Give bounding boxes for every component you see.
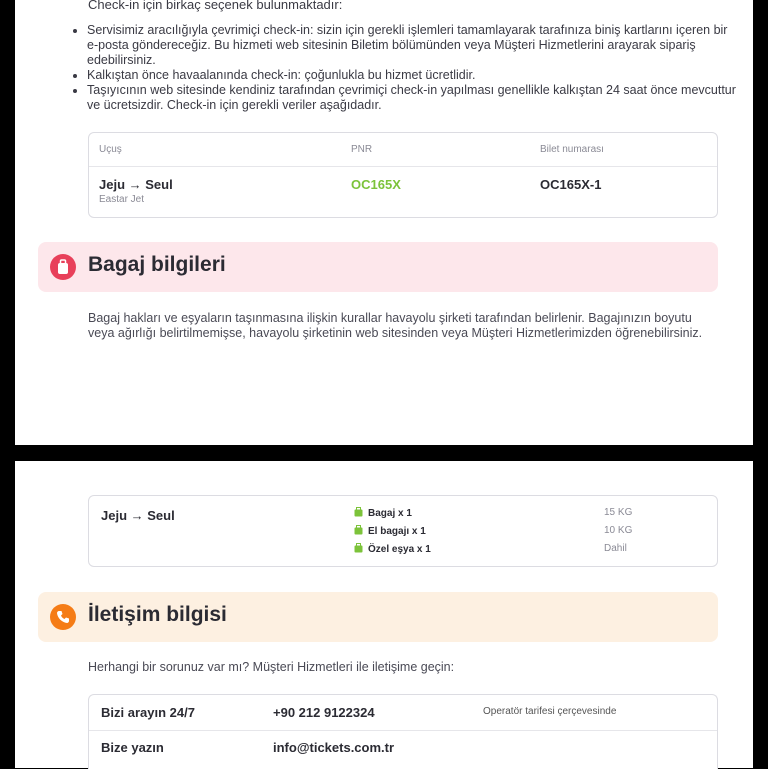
table-divider <box>89 166 717 167</box>
contact-description: Herhangi bir sorunuz var mı? Müşteri Hizmetleri ile iletişime geçin: <box>88 660 455 674</box>
phone-number-link[interactable]: +90 212 9122324 <box>273 705 375 720</box>
ticket-page-2 <box>15 461 753 768</box>
airline-name: Eastar Jet <box>99 194 145 205</box>
checkin-option: • Servisimiz aracılığıyla çevrimiçi check-in: sizin için gerekli işlemleri tamamlayarak tarafınıza biniş kartlarını içeren bir e-posta göndereceğiz. Bu hizmeti web sitesinin Biletim bölümünden veya Müşteri Hizmetlerini arayarak sipariş edebilirsiniz. <box>87 23 737 68</box>
baggage-item <box>354 507 412 519</box>
bag-icon <box>354 525 363 535</box>
checkin-options-list <box>71 23 737 113</box>
luggage-icon <box>50 254 76 280</box>
baggage-title: Bagaj bilgileri <box>88 253 226 276</box>
checkin-option: • Taşıyıcının web sitesinde kendiniz tarafından çevrimiçi check-in yapılması genellikle kalkıştan 24 saat önce mevcuttur ve ücretsizdir. Check-in için gerekli veriler aşağıdadır. <box>87 83 737 113</box>
phone-label: Bizi arayın 24/7 <box>101 705 195 720</box>
email-link[interactable]: info@tickets.com.tr <box>273 740 395 755</box>
baggage-item-weight: 10 KG <box>604 525 633 536</box>
email-label: Bize yazın <box>101 740 164 755</box>
baggage-item-label: El bagajı x 1 <box>368 526 426 537</box>
contact-title: İletişim bilgisi <box>88 603 227 626</box>
phone-note: Operatör tarifesi çerçevesinde <box>483 706 617 717</box>
baggage-item <box>354 525 426 537</box>
header-ticket: Bilet numarası <box>540 144 604 155</box>
baggage-route: Jeju → Seul <box>101 508 175 523</box>
table-divider <box>89 730 717 731</box>
flight-route: Jeju → Seul <box>99 177 173 192</box>
bag-icon <box>354 507 363 517</box>
baggage-item-weight: Dahil <box>604 543 627 554</box>
pnr-code: OC165X <box>351 177 401 192</box>
ticket-number: OC165X-1 <box>540 177 602 192</box>
baggage-item-label: Bagaj x 1 <box>368 508 412 519</box>
phone-icon <box>50 604 76 630</box>
checkin-option: • Kalkıştan önce havaalanında check-in: çoğunlukla bu hizmet ücretlidir. <box>87 68 737 83</box>
checkin-intro: Check-in için birkaç seçenek bulunmaktadır: <box>88 0 343 12</box>
contact-table <box>88 694 718 769</box>
ticket-page-1 <box>15 0 753 445</box>
header-pnr: PNR <box>351 144 373 155</box>
contact-section-header <box>38 592 718 642</box>
bag-icon <box>354 543 363 553</box>
flight-table <box>88 132 718 218</box>
header-flight: Uçuş <box>99 144 122 155</box>
baggage-section-header <box>38 242 718 292</box>
baggage-item <box>354 543 431 555</box>
baggage-item-label: Özel eşya x 1 <box>368 544 431 555</box>
baggage-table <box>88 495 718 567</box>
baggage-item-weight: 15 KG <box>604 507 633 518</box>
baggage-description: Bagaj hakları ve eşyaların taşınmasına ilişkin kurallar havayolu şirketi tarafından belirlenir. Bagajınızın boyutu veya ağırlığı belirtilmemişse, havayolu şirketinin web sitesinden veya Müşteri Hizmetlerimizden öğrenebilirsiniz. <box>88 311 703 340</box>
